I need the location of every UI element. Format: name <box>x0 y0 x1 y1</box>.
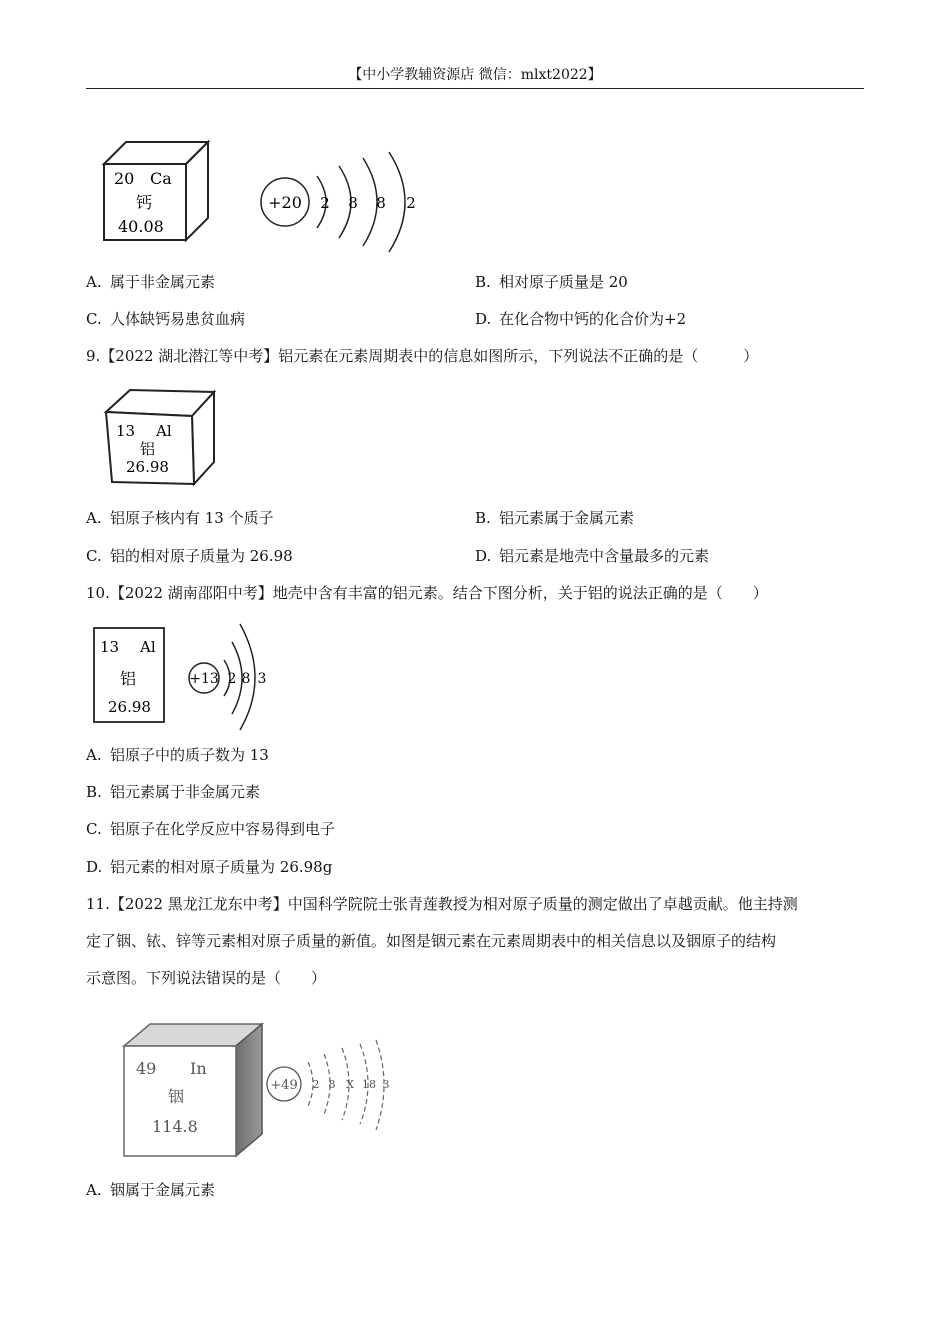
option-letter: C. <box>86 310 102 328</box>
calcium-element-card <box>100 138 212 244</box>
question-11-stem-line-3: 示意图。下列说法错误的是（ ） <box>86 969 327 987</box>
indium-element-card <box>120 1020 270 1160</box>
shell-electrons-1: 2 <box>312 1078 320 1091</box>
option-text: 铝的相对原子质量为 26.98 <box>110 547 293 565</box>
option-letter: D. <box>475 310 492 328</box>
option-c <box>86 309 245 329</box>
option-text: 人体缺钙易患贫血病 <box>110 310 246 328</box>
shell-electrons-2: 8 <box>241 671 251 687</box>
option-text: 铝原子核内有 13 个质子 <box>110 509 274 527</box>
element-symbol: Al <box>140 638 156 656</box>
option-text: 铝元素属于金属元素 <box>499 509 635 527</box>
shell-electrons-3: X <box>346 1078 354 1091</box>
option-c <box>86 546 293 566</box>
nucleus-charge: +49 <box>270 1078 298 1093</box>
option-letter: B. <box>475 273 491 291</box>
option-text: 铝元素的相对原子质量为 26.98g <box>110 858 333 876</box>
option-letter: B. <box>86 783 102 801</box>
option-letter: A. <box>86 1181 102 1199</box>
shell-electrons-2: 8 <box>328 1078 336 1091</box>
page-header: 【中小学教辅资源店 微信：mlxt2022】 <box>86 64 864 89</box>
option-letter: A. <box>86 273 102 291</box>
shell-electrons-4: 18 <box>362 1078 376 1091</box>
option-b <box>475 272 628 292</box>
option-letter: A. <box>86 509 102 527</box>
nucleus-charge: +13 <box>189 671 219 687</box>
option-text: 铝元素是地壳中含量最多的元素 <box>499 547 710 565</box>
shell-electrons-1: 2 <box>227 671 237 687</box>
option-letter: A. <box>86 746 102 764</box>
option-text: 铝原子在化学反应中容易得到电子 <box>110 820 336 838</box>
shell-electrons-5: 3 <box>382 1078 390 1091</box>
nucleus-charge: +20 <box>268 193 302 212</box>
option-b <box>86 782 260 802</box>
option-letter: B. <box>475 509 491 527</box>
option-c <box>86 819 335 839</box>
element-number: 49 <box>136 1059 157 1078</box>
shell-electrons-3: 8 <box>376 194 386 212</box>
shell-electrons-2: 8 <box>348 194 358 212</box>
question-11-stem-line-2: 定了铟、铱、锌等元素相对原子质量的新值。如图是铟元素在元素周期表中的相关信息以及铟原子的结构 <box>86 932 777 950</box>
option-letter: C. <box>86 547 102 565</box>
element-symbol: Al <box>156 422 172 440</box>
indium-atom-structure <box>262 1036 394 1136</box>
calcium-atom-structure <box>255 148 430 258</box>
element-name: 铝 <box>140 440 156 458</box>
option-letter: C. <box>86 820 102 838</box>
element-symbol: In <box>190 1059 207 1078</box>
element-name: 钙 <box>136 193 153 212</box>
option-d <box>475 546 709 566</box>
option-d <box>86 857 332 877</box>
option-a <box>86 745 269 765</box>
element-name: 铝 <box>120 669 137 688</box>
option-text: 铟属于金属元素 <box>110 1181 216 1199</box>
option-a <box>86 272 215 292</box>
element-mass: 26.98 <box>126 458 169 476</box>
element-symbol: Ca <box>150 169 172 188</box>
aluminum-atom-structure <box>184 620 274 732</box>
option-text: 在化合物中钙的化合价为+2 <box>499 310 687 328</box>
option-letter: D. <box>475 547 492 565</box>
option-text: 铝元素属于非金属元素 <box>110 783 261 801</box>
shell-electrons-4: 2 <box>406 194 416 212</box>
option-text: 属于非金属元素 <box>110 273 216 291</box>
question-11-stem-line-1: 11.【2022 黑龙江龙东中考】中国科学院院士张青莲教授为相对原子质量的测定做出了卓越贡献。他主持测 <box>86 895 798 913</box>
element-mass: 26.98 <box>108 698 151 716</box>
option-letter: D. <box>86 858 103 876</box>
option-b <box>475 508 634 528</box>
element-number: 13 <box>100 638 120 656</box>
element-number: 20 <box>114 169 135 188</box>
aluminum-element-card <box>92 626 168 724</box>
option-a <box>86 508 274 528</box>
shell-electrons-1: 2 <box>320 194 330 212</box>
option-d <box>475 309 686 329</box>
element-mass: 40.08 <box>118 217 164 236</box>
aluminum-element-card <box>102 386 220 488</box>
option-a <box>86 1180 215 1200</box>
element-mass: 114.8 <box>152 1117 198 1136</box>
question-10-stem: 10.【2022 湖南邵阳中考】地壳中含有丰富的铝元素。结合下图分析，关于铝的说法正确的是（ ） <box>86 584 768 602</box>
option-text: 相对原子质量是 20 <box>499 273 628 291</box>
element-number: 13 <box>116 422 136 440</box>
element-name: 铟 <box>168 1087 185 1106</box>
question-9-stem: 9.【2022 湖北潜江等中考】铝元素在元素周期表中的信息如图所示，下列说法不正确的是（ ） <box>86 347 759 365</box>
shell-electrons-3: 3 <box>257 671 267 687</box>
option-text: 铝原子中的质子数为 13 <box>110 746 269 764</box>
